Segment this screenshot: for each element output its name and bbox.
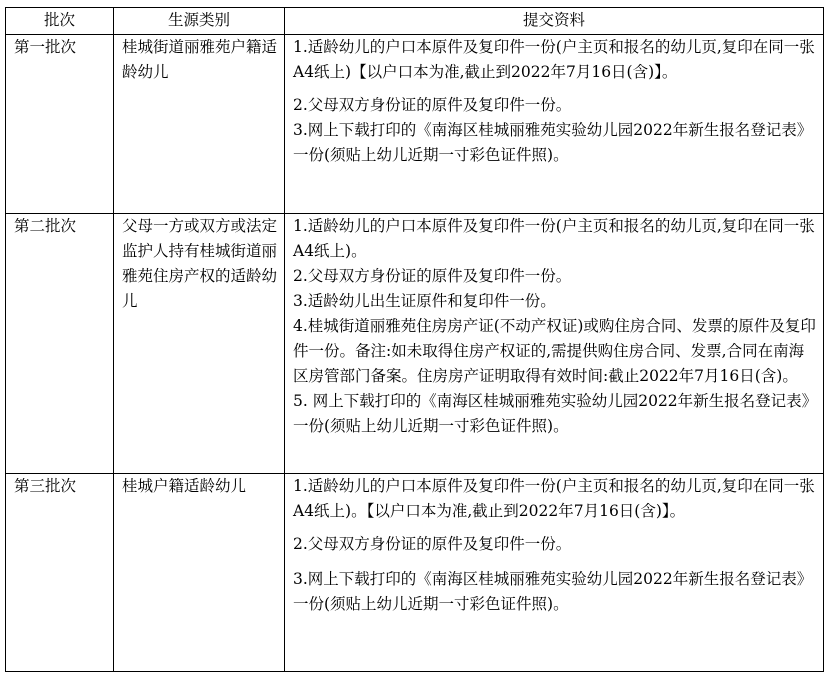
document-item: 2.父母双方身份证的原件及复印件一份。: [293, 535, 572, 553]
batch-cell: 第三批次: [6, 474, 114, 672]
document-item: 3.网上下载打印的《南海区桂城丽雅苑实验幼儿园2022年新生报名登记表》一份(须贴上幼儿近期一寸彩色证件照)。: [293, 570, 813, 613]
document-item: 1.适龄幼儿的户口本原件及复印件一份(户主页和报名的幼儿页,复印在同一张A4纸上)。【以户口本为准,截止到2022年7月16日(含)】。: [293, 477, 815, 520]
document-item: 3.适龄幼儿出生证原件和复印件一份。: [293, 292, 556, 310]
header-documents: 提交资料: [285, 8, 824, 35]
enrollment-requirements-table: [5, 7, 824, 672]
student-type-cell: 桂城户籍适龄幼儿: [114, 474, 285, 672]
document-item: 4.桂城街道丽雅苑住房房产证(不动产权证)或购住房合同、发票的原件及复印件一份。备注:如未取得住房产权证的,需提供购住房合同、发票,合同在南海区房管部门备案。住房房产证明取得有效时间:截止2022年7月16日(含)。: [293, 317, 816, 385]
table-row: [6, 214, 824, 474]
student-type-cell: 父母一方或双方或法定监护人持有桂城街道丽雅苑住房产权的适龄幼儿: [114, 214, 285, 474]
document-item: 3.网上下载打印的《南海区桂城丽雅苑实验幼儿园2022年新生报名登记表》一份(须贴上幼儿近期一寸彩色证件照)。: [293, 121, 813, 164]
document-item: 1.适龄幼儿的户口本原件及复印件一份(户主页和报名的幼儿页,复印在同一张A4纸上)。: [293, 217, 815, 260]
table-row: [6, 35, 824, 214]
documents-cell: [285, 214, 824, 474]
header-batch: 批次: [6, 8, 114, 35]
header-student-type: 生源类别: [114, 8, 285, 35]
table-row: [6, 474, 824, 672]
document-item: 2.父母双方身份证的原件及复印件一份。: [293, 267, 572, 285]
document-item: 1.适龄幼儿的户口本原件及复印件一份(户主页和报名的幼儿页,复印在同一张A4纸上)【以户口本为准,截止到2022年7月16日(含)】。: [293, 38, 815, 81]
student-type-cell: 桂城街道丽雅苑户籍适龄幼儿: [114, 35, 285, 214]
document-item: 5. 网上下载打印的《南海区桂城丽雅苑实验幼儿园2022年新生报名登记表》一份(须贴上幼儿近期一寸彩色证件照)。: [293, 392, 818, 435]
documents-cell: [285, 35, 824, 214]
table-header-row: [6, 8, 824, 35]
batch-cell: 第二批次: [6, 214, 114, 474]
documents-cell: [285, 474, 824, 672]
document-item: 2.父母双方身份证的原件及复印件一份。: [293, 96, 572, 114]
batch-cell: 第一批次: [6, 35, 114, 214]
